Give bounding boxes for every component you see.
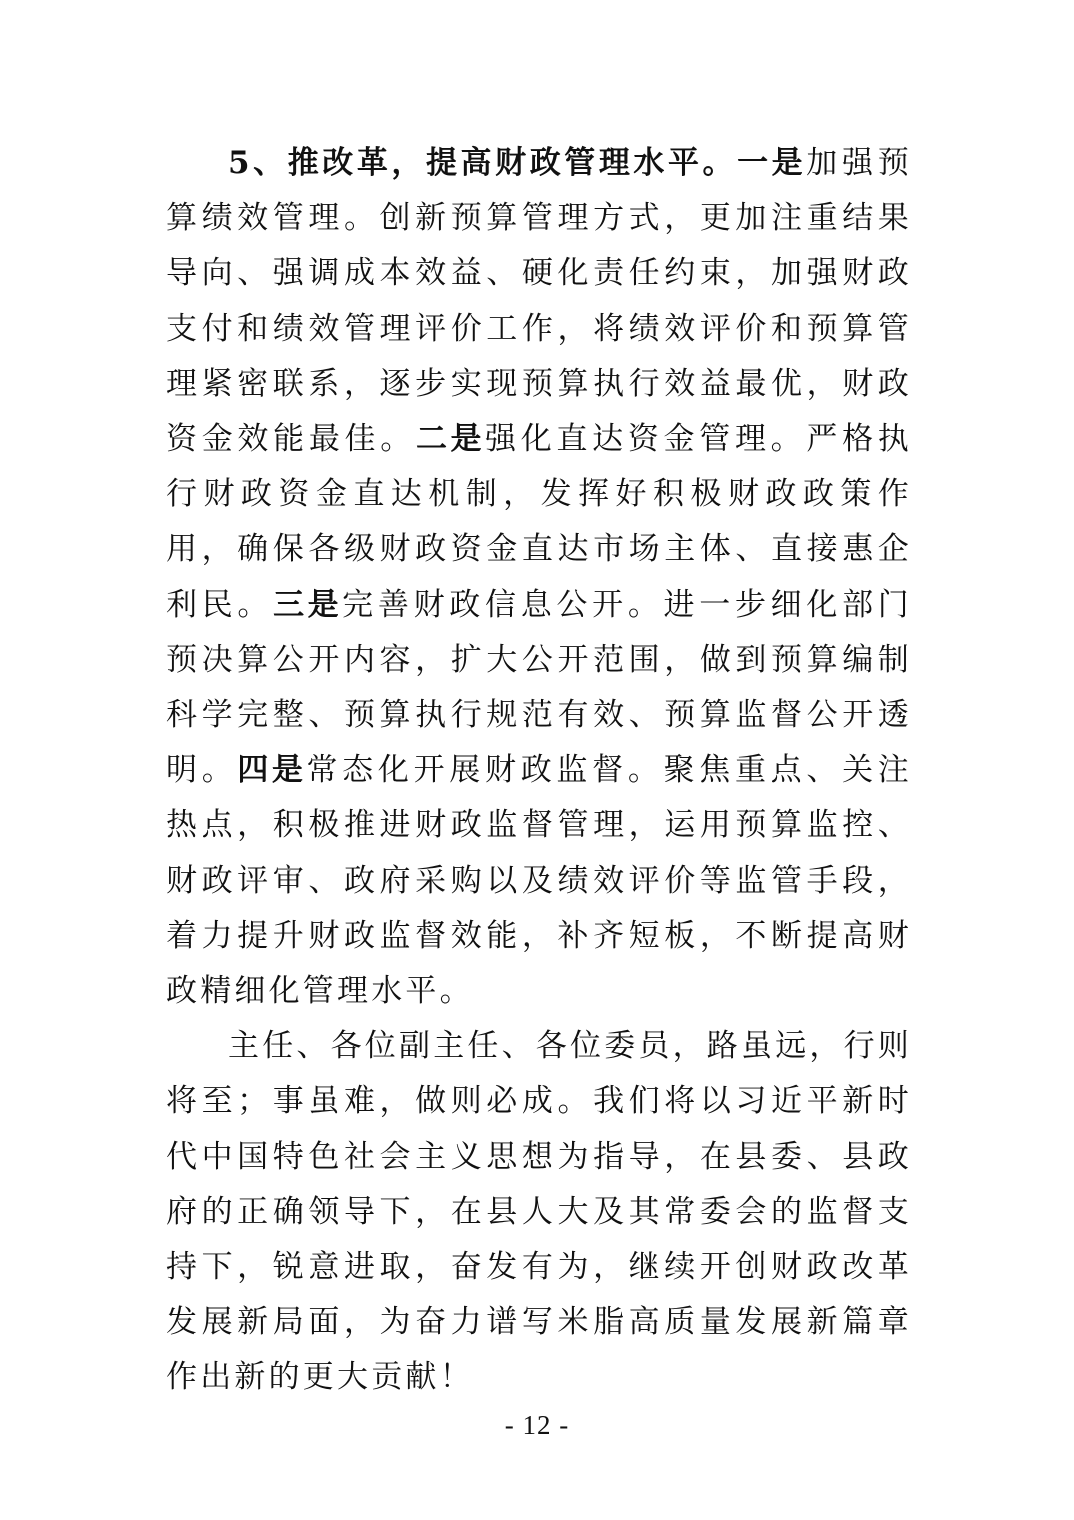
item-2-text: 强化直达资金管理。严格执行财政资金直达机制，发挥好积极财政政策作用，确保各级财政资金直达市场主体、直接惠企利民。	[166, 421, 913, 623]
document-body	[166, 136, 912, 1406]
closing-paragraph: 主任、各位副主任、各位委员，路虽远，行则将至；事虽难，做则必成。我们将以习近平新时代中国特色社会主义思想为指导，在县委、县政府的正确领导下，在县人大及其常委会的监督支持下，锐意进取，奋发有为，继续开创财政改革发展新局面，为奋力谱写米脂高质量发展新篇章作出新的更大贡献！	[166, 1028, 912, 1396]
item-4-label: 四是	[237, 752, 307, 789]
item-1-text: 加强预算绩效管理。创新预算管理方式，更加注重结果导向、强调成本效益、硬化责任约束，加强财政支付和绩效管理评价工作，将绩效评价和预算管理紧密联系，逐步实现预算执行效益最优，财政资金效能最佳。	[166, 145, 912, 458]
item-1-label: 一是	[737, 145, 807, 181]
item-2-label: 二是	[415, 421, 485, 458]
section-5-paragraph	[166, 136, 912, 1019]
item-4-text: 常态化开展财政监督。聚焦重点、关注热点，积极推进财政监督管理，运用预算监控、财政评审、政府采购以及绩效评价等监管手段，着力提升财政监督效能，补齐短板，不断提高财政精细化管理水平。	[166, 752, 913, 1010]
item-3-text: 完善财政信息公开。进一步细化部门预决算公开内容，扩大公开范围，做到预算编制科学完整、预算执行规范有效、预算监督公开透明。	[166, 586, 913, 789]
section-5-heading: 5、推改革，提高财政管理水平。	[228, 145, 738, 181]
page-number: - 12 -	[504, 1410, 570, 1440]
item-3-label: 三是	[273, 586, 343, 623]
